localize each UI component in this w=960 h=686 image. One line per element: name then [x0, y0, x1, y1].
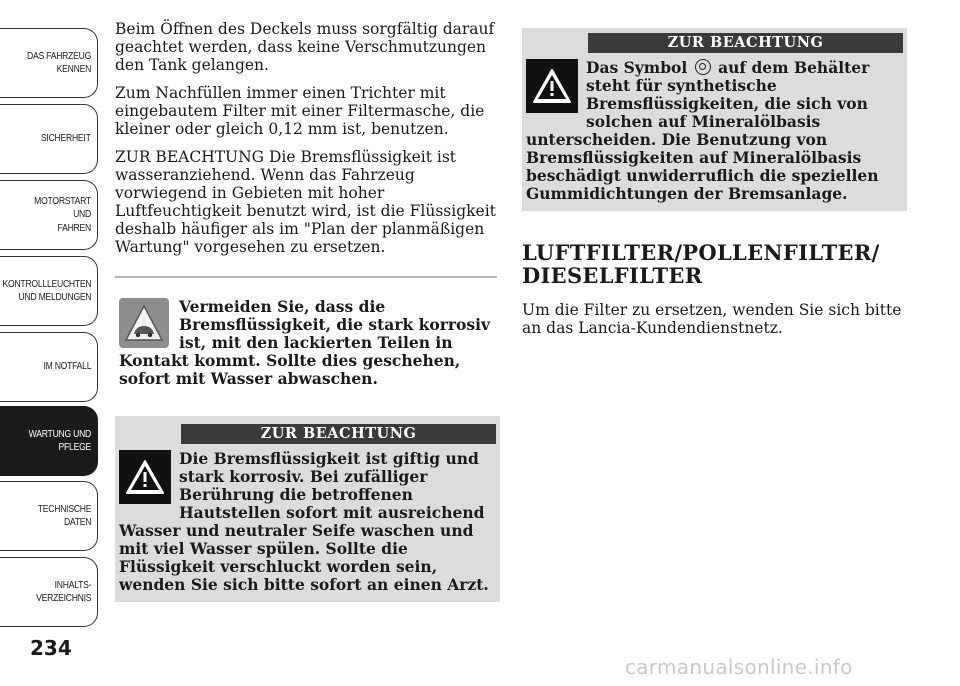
paragraph: Um die Filter zu ersetzen, wenden Sie sich bitte an das Lancia-Kundendienstnetz.: [522, 301, 902, 337]
tab-das-fahrzeug-kennen[interactable]: [0, 28, 98, 98]
warning-triangle-icon: [526, 59, 578, 113]
car-paint-icon: [119, 298, 169, 348]
warning-header: ZUR BEACHTUNG: [588, 33, 903, 53]
paragraph: Zum Nachfüllen immer einen Trichter mit eingebautem Filter mit einer Filtermasche, die kleiner oder gleich 0,12 mm ist, benutzen.: [115, 84, 485, 138]
watermark: carmanualsonline.info: [625, 655, 853, 679]
tab-motorstart-und-fahren[interactable]: [0, 180, 98, 250]
tab-label: INHALTS- VERZEICHNIS: [35, 578, 91, 604]
warning-text-start: Das Symbol: [586, 58, 688, 77]
warning-triangle-icon: [119, 450, 171, 504]
tab-label: IM NOTFALL: [43, 360, 91, 373]
warning-box: [522, 28, 907, 211]
warning-text: Die Bremsflüssigkeit ist giftig und stark korrosiv. Bei zufälliger Berührung die betroffenen Hautstellen sofort mit ausreichend Wasser und neutraler Seife waschen und mit viel Wasser spülen. Sollte die Flüssigkeit verschluckt worden sein, wenden Sie sich bitte sofort an einen Arzt.: [119, 449, 489, 594]
tab-label: KONTROLLLEUCHTEN UND MELDUNGEN: [2, 277, 91, 303]
tab-kontrollleuchten[interactable]: [0, 256, 98, 326]
tab-label: MOTORSTART UND FAHREN: [34, 195, 91, 234]
page-number: 234: [30, 636, 72, 660]
caution-note: [115, 286, 500, 396]
caution-text: Vermeiden Sie, dass die Bremsflüssigkeit, die stark korrosiv ist, mit den lackierten Teilen in Kontakt kommt. Sollte dies geschehen, sofort mit Wasser abwaschen.: [119, 297, 490, 388]
tab-label: WARTUNG UND PFLEGE: [28, 427, 91, 453]
section-heading: LUFTFILTER/POLLENFILTER/ DIESELFILTER: [522, 240, 880, 288]
tab-label: SICHERHEIT: [41, 132, 91, 145]
warning-box: [115, 416, 500, 602]
brake-fluid-symbol-icon: [695, 59, 711, 75]
left-column: [115, 20, 500, 602]
right-column: [522, 28, 907, 347]
tab-label: DAS FAHRZEUG KENNEN: [26, 49, 91, 75]
paragraph: Beim Öffnen des Deckels muss sorgfältig darauf geachtet werden, dass keine Verschmutzungen den Tank gelangen.: [115, 20, 495, 74]
warning-text-end: auf dem Behälter steht für synthetische Bremsflüssigkeiten, die sich von solchen auf Mineralölbasis unterscheiden. Die Benutzung von Bremsflüssigkeiten auf Mineralölbasis beschädigt unwiderruflich die speziellen Gummidichtungen der Bremsanlage.: [526, 58, 879, 203]
warning-header: ZUR BEACHTUNG: [181, 424, 496, 444]
tab-im-notfall[interactable]: [0, 332, 98, 402]
divider: [115, 276, 497, 278]
tab-technische-daten[interactable]: [0, 481, 98, 551]
tab-label: TECHNISCHE DATEN: [37, 502, 91, 528]
tab-inhaltsverzeichnis[interactable]: [0, 557, 98, 627]
tab-wartung-und-pflege[interactable]: [0, 406, 98, 476]
paragraph: ZUR BEACHTUNG Die Bremsflüssigkeit ist wasseranziehend. Wenn das Fahrzeug vorwiegend in Gebieten mit hoher Luftfeuchtigkeit benutzt wird, ist die Flüssigkeit deshalb häufiger als im "Plan der planmäßigen Wartung" vorgesehen zu ersetzen.: [115, 148, 496, 256]
tab-sicherheit[interactable]: [0, 104, 98, 174]
